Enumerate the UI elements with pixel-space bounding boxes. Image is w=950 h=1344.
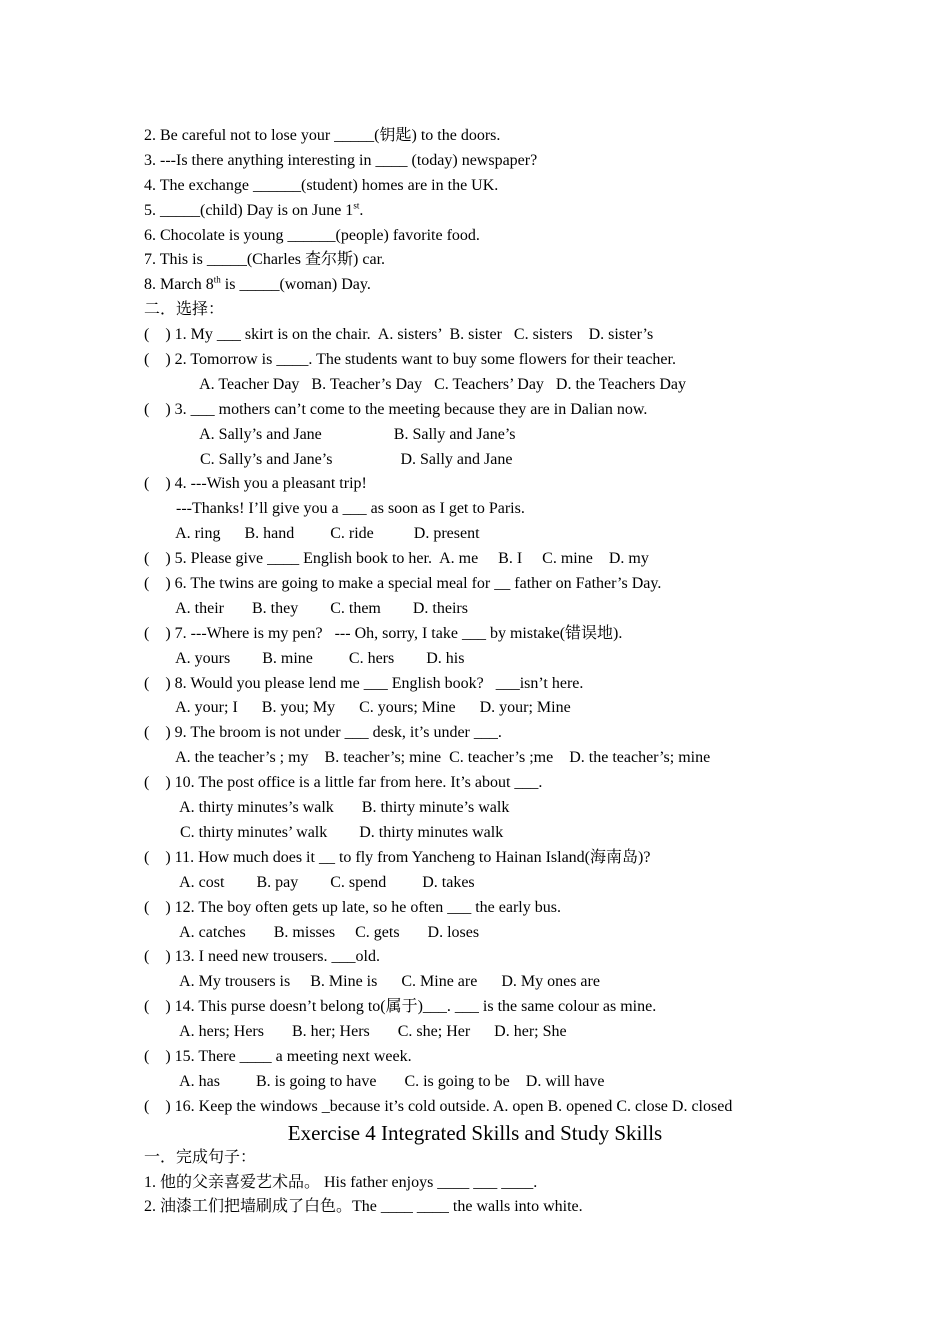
exercise-title: Exercise 4 Integrated Skills and Study Skills [287, 1120, 663, 1145]
choice-line: ( ) 14. This purse doesn’t belong to(属于)___. ___ is the same colour as mine. [144, 998, 657, 1016]
choice-line: ( ) 11. How much does it __ to fly from Yancheng to Hainan Island(海南岛)? [144, 848, 651, 866]
sentence-item-1: 1. 他的父亲喜爱艺术品。 His father enjoys ____ ___ ____. [144, 1173, 538, 1191]
item-8-superscript: th [213, 275, 221, 286]
fill-blank-item-4: 4. The exchange ______(student) homes are in the UK. [144, 176, 499, 194]
choice-line: ( ) 8. Would you please lend me ___ English book? ___isn’t here. [144, 674, 584, 692]
choice-line: ( ) 4. ---Wish you a pleasant trip! [144, 475, 367, 493]
choice-line: A. cost B. pay C. spend D. takes [144, 873, 475, 891]
choice-line: A. My trousers is B. Mine is C. Mine are D. My ones are [144, 973, 600, 991]
document-content [144, 124, 844, 1220]
choice-line: ( ) 5. Please give ____ English book to her. A. me B. I C. mine D. my [144, 550, 649, 568]
choice-line: ( ) 1. My ___ skirt is on the chair. A. sisters’ B. sister C. sisters D. sister’s [144, 326, 654, 344]
choice-line: ( ) 12. The boy often gets up late, so he often ___ the early bus. [144, 898, 561, 916]
choice-line: ( ) 13. I need new trousers. ___old. [144, 948, 380, 966]
choice-line: A. Sally’s and Jane B. Sally and Jane’s [144, 425, 516, 443]
choice-line: ( ) 10. The post office is a little far from here. It’s about ___. [144, 774, 543, 792]
fill-blank-item-3: 3. ---Is there anything interesting in ____ (today) newspaper? [144, 151, 538, 169]
choice-line: ( ) 6. The twins are going to make a special meal for __ father on Father’s Day. [144, 575, 662, 593]
fill-blank-item-5 [144, 199, 844, 224]
item-5-text-end: . [359, 201, 364, 219]
item-5-superscript: st [353, 200, 360, 211]
choice-question-list [144, 323, 844, 1120]
choice-line: ( ) 9. The broom is not under ___ desk, it’s under ___. [144, 724, 502, 742]
choice-line: ( ) 2. Tomorrow is ____. The students want to buy some flowers for their teacher. [144, 351, 676, 369]
choice-line: A. hers; Hers B. her; Hers C. she; Her D. her; She [144, 1023, 567, 1041]
choice-line: ( ) 16. Keep the windows _because it’s cold outside. A. open B. opened C. close D. closed [144, 1097, 733, 1115]
item-8-text-end: is _____(woman) Day. [220, 276, 371, 294]
choice-line: C. thirty minutes’ walk D. thirty minutes walk [144, 823, 504, 841]
item-5-text: 5. _____(child) Day is on June 1 [144, 201, 354, 219]
section-heading-complete-sentences: 一．完成句子： [144, 1148, 257, 1166]
fill-blank-item-2: 2. Be careful not to lose your _____(钥匙) to the doors. [144, 127, 501, 144]
choice-line: A. the teacher’s ; my B. teacher’s; mine C. teacher’s ;me D. the teacher’s; mine [144, 749, 711, 767]
choice-line: A. ring B. hand C. ride D. present [144, 525, 480, 543]
choice-line: A. catches B. misses C. gets D. loses [144, 923, 480, 941]
choice-line: A. Teacher Day B. Teacher’s Day C. Teachers’ Day D. the Teachers Day [144, 375, 687, 393]
choice-line: A. yours B. mine C. hers D. his [144, 649, 465, 667]
fill-blank-item-6: 6. Chocolate is young ______(people) favorite food. [144, 226, 480, 244]
choice-line: ( ) 3. ___ mothers can’t come to the meeting because they are in Dalian now. [144, 400, 648, 418]
choice-line: A. their B. they C. them D. theirs [144, 599, 468, 617]
choice-line: ( ) 7. ---Where is my pen? --- Oh, sorry, I take ___ by mistake(错误地). [144, 624, 623, 642]
fill-blank-item-8 [144, 273, 844, 298]
fill-blank-item-7: 7. This is _____(Charles 查尔斯) car. [144, 251, 386, 269]
sentence-item-2: 2. 油漆工们把墙刷成了白色。The ____ ____ the walls into white. [144, 1198, 583, 1216]
choice-line: A. has B. is going to have C. is going to be D. will have [144, 1072, 605, 1090]
choice-line: ( ) 15. There ____ a meeting next week. [144, 1047, 412, 1065]
item-8-text: 8. March 8 [144, 276, 214, 294]
choice-line: ---Thanks! I’ll give you a ___ as soon as I get to Paris. [144, 500, 525, 518]
choice-line: A. thirty minutes’s walk B. thirty minute’s walk [144, 799, 510, 817]
choice-line: C. Sally’s and Jane’s D. Sally and Jane [144, 450, 513, 468]
choice-line: A. your; I B. you; My C. yours; Mine D. your; Mine [144, 699, 571, 717]
section-heading-choice: 二．选择： [144, 301, 225, 319]
